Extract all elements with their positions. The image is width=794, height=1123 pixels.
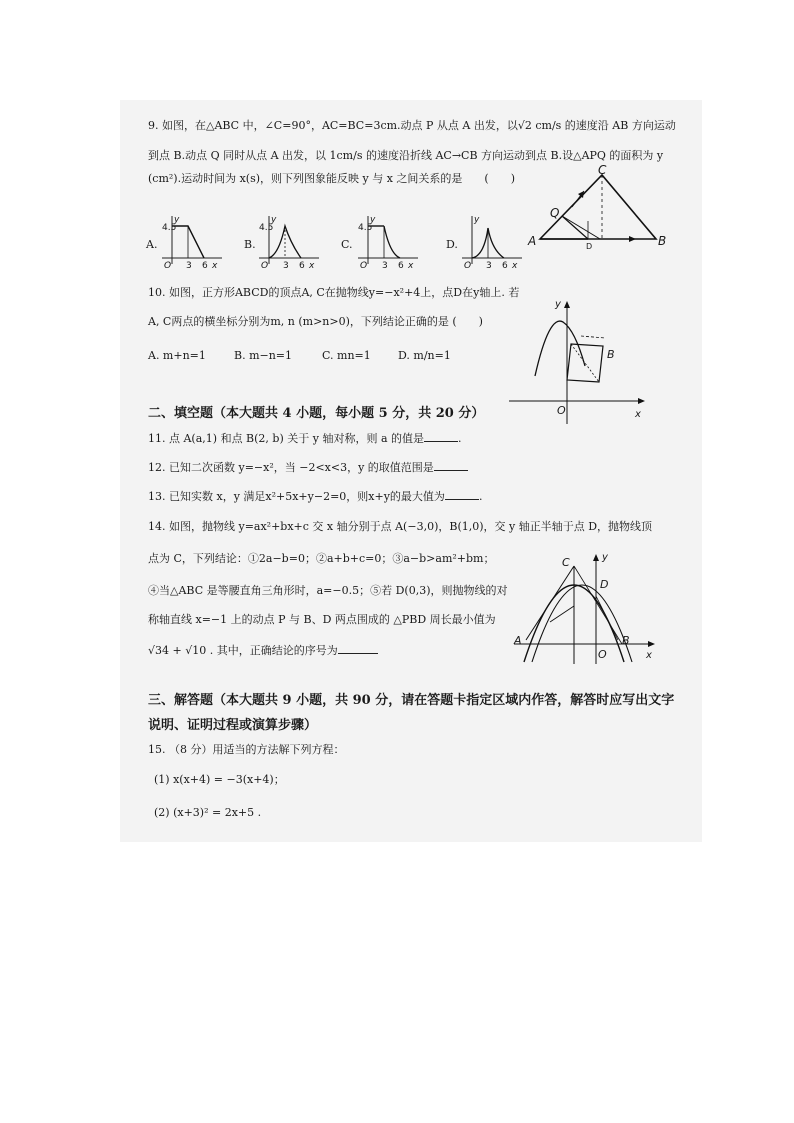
q10-option-d: D. m/n=1	[398, 349, 451, 362]
svg-text:y: y	[174, 215, 180, 225]
q9-triangle-figure	[528, 165, 673, 255]
q10-option-a: A. m+n=1	[148, 349, 206, 362]
svg-text:O: O	[360, 261, 368, 271]
svg-text:B: B	[607, 348, 615, 361]
svg-text:4.5: 4.5	[358, 223, 373, 233]
svg-text:6: 6	[299, 261, 305, 271]
svg-text:y: y	[271, 215, 277, 225]
svg-text:A: A	[528, 234, 537, 248]
svg-text:x: x	[646, 650, 652, 661]
q9-line3: (cm²).运动时间为 x(s)，则下列图象能反映 y 与 x 之间关系的是 ( )	[148, 172, 515, 185]
svg-text:4.5: 4.5	[162, 223, 177, 233]
section3-title-line1: 三、解答题（本大题共 9 小题，共 90 分，请在答题卡指定区域内作答，解答时应写出文字	[148, 693, 675, 708]
svg-text:x: x	[309, 261, 315, 271]
svg-text:x: x	[408, 261, 414, 271]
q12-answer-blank[interactable]	[434, 460, 468, 471]
q14-answer-blank[interactable]	[338, 643, 378, 654]
svg-text:3: 3	[486, 261, 492, 271]
svg-text:6: 6	[398, 261, 404, 271]
q9-option-d-label: D.	[446, 238, 458, 251]
svg-text:D: D	[586, 242, 593, 251]
svg-text:O: O	[164, 261, 172, 271]
svg-text:4.5: 4.5	[259, 223, 274, 233]
q10-option-b: B. m−n=1	[234, 349, 293, 362]
svg-text:O: O	[464, 261, 472, 271]
svg-text:3: 3	[382, 261, 388, 271]
q9-line2: 到点 B.动点 Q 同时从点 A 出发，以 1cm/s 的速度沿折线 AC→CB 方向运动到点 B.设△APQ 的面积为 y	[148, 149, 664, 162]
svg-text:x: x	[512, 261, 518, 271]
q13-answer-blank[interactable]	[445, 489, 479, 500]
q14-line2: 点为 C，下列结论：①2a−b=0；②a+b+c=0；③a−b>am²+bm；	[148, 552, 495, 565]
q9-option-a-label: A.	[146, 238, 158, 251]
q10-option-c: C. mn=1	[322, 349, 371, 362]
svg-text:C: C	[562, 556, 570, 569]
q14-line3: ④当△ABC 是等腰直角三角形时，a=−0.5；⑤若 D(0,3)，则抛物线的对	[148, 584, 508, 597]
svg-text:A: A	[514, 634, 522, 647]
q9-option-c-label: C.	[341, 238, 353, 251]
svg-text:B: B	[658, 234, 667, 248]
q14-line5: √34 + √10 . 其中，正确结论的序号为	[148, 643, 378, 658]
q10-figure	[505, 296, 650, 428]
svg-text:O: O	[598, 648, 607, 661]
svg-text:B: B	[622, 634, 630, 647]
q13-text: 13. 已知实数 x，y 满足x²+5x+y−2=0，则x+y的最大值为 .	[148, 490, 483, 503]
svg-text:x: x	[212, 261, 218, 271]
q9-graph-b	[257, 214, 325, 270]
section2-title: 二、填空题（本大题共 4 小题，每小题 5 分，共 20 分）	[148, 406, 485, 421]
q15-part1: (1) x(x+4) = −3(x+4)；	[154, 773, 285, 786]
q9-graph-d	[460, 214, 528, 270]
section3-title-line2: 说明、证明过程或演算步骤）	[148, 718, 318, 733]
svg-text:O: O	[557, 404, 566, 417]
svg-text:6: 6	[202, 261, 208, 271]
q11-answer-blank[interactable]	[424, 431, 458, 442]
q9-line1: 9. 如图，在△ABC 中，∠C=90°，AC=BC=3cm.动点 P 从点 A 出发，以√2 cm/s 的速度沿 AB 方向运动	[148, 119, 676, 132]
q10-line1: 10. 如图，正方形ABCD的顶点A, C在抛物线y=−x²+4上，点D在y轴上. 若	[148, 286, 520, 299]
q10-line2: A, C两点的横坐标分别为m, n (m>n>0)，下列结论正确的是 ( )	[148, 315, 483, 328]
svg-text:6: 6	[502, 261, 508, 271]
q14-line4: 称轴直线 x=−1 上的动点 P 与 B、D 两点围成的 △PBD 周长最小值为	[148, 613, 496, 626]
q11-text: 11. 点 A(a,1) 和点 B(2, b) 关于 y 轴对称，则 a 的值是 .	[148, 432, 462, 445]
svg-text:D: D	[600, 578, 609, 591]
q12-text: 12. 已知二次函数 y=−x²，当 −2<x<3，y 的取值范围是	[148, 460, 468, 475]
q9-graph-c	[356, 214, 424, 270]
q14-line1: 14. 如图，抛物线 y=ax²+bx+c 交 x 轴分别于点 A(−3,0)，B(1,0)，交 y 轴正半轴于点 D，抛物线顶	[148, 520, 653, 533]
q9-option-b-label: B.	[244, 238, 256, 251]
svg-text:3: 3	[283, 261, 289, 271]
q15-stem: 15. （8 分）用适当的方法解下列方程：	[148, 743, 345, 756]
svg-text:x: x	[635, 409, 641, 420]
q15-part2: (2) (x+3)² = 2x+5 .	[154, 806, 262, 819]
q14-figure	[510, 552, 660, 670]
svg-text:y: y	[370, 215, 376, 225]
q9-graph-a	[160, 214, 228, 270]
svg-text:y: y	[474, 215, 480, 225]
svg-text:y: y	[555, 299, 561, 310]
svg-text:Q: Q	[550, 206, 560, 220]
svg-text:y: y	[602, 552, 608, 563]
svg-text:O: O	[261, 261, 269, 271]
svg-text:C: C	[598, 163, 607, 177]
svg-text:3: 3	[186, 261, 192, 271]
